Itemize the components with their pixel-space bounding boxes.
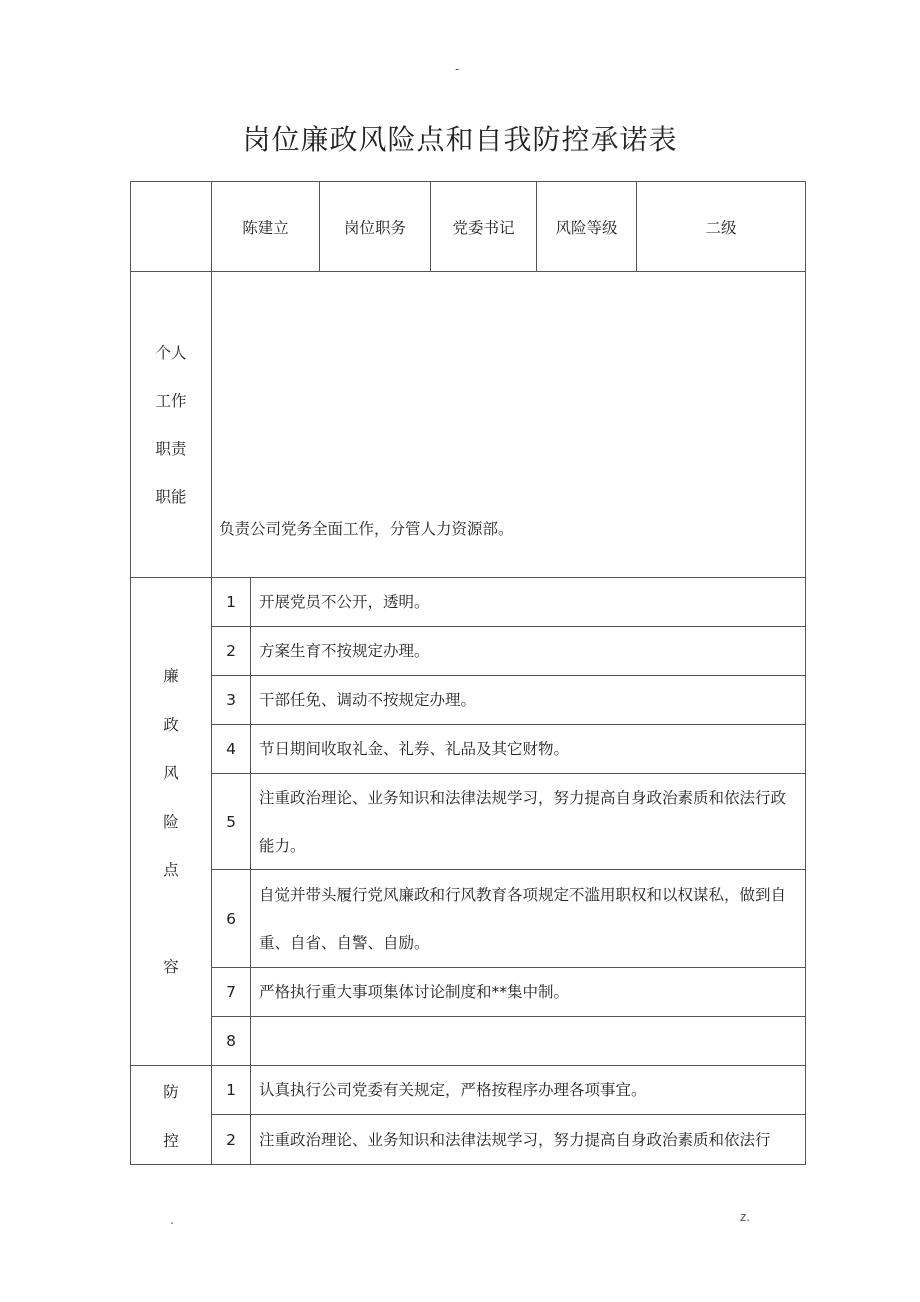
risk-item-number: 2 xyxy=(211,626,251,676)
risk-item-number: 5 xyxy=(211,773,251,870)
corner-cell xyxy=(130,181,212,272)
duties-content: 负责公司党务全面工作，分管人力资源部。 xyxy=(219,520,514,538)
commitment-table xyxy=(130,181,806,1165)
controls-label-cell xyxy=(130,1065,212,1165)
risk-label-char: 容 xyxy=(163,958,179,976)
risk-label-char: 风 xyxy=(163,764,179,782)
footer-right-mark: z. xyxy=(740,1210,751,1224)
risk-points-label-cell xyxy=(130,577,212,1066)
risk-value-cell: 二级 xyxy=(636,181,806,272)
controls-label-char: 防 xyxy=(163,1082,179,1101)
controls-label-char: 控 xyxy=(163,1131,179,1150)
risk-item-text: 自觉并带头履行党风廉政和行风教育各项规定不滥用职权和以权谋私，做到自重、自省、自警、自励。 xyxy=(250,869,806,968)
duties-label-line: 职责 xyxy=(155,440,187,458)
duties-label-line: 工作 xyxy=(155,392,187,410)
risk-item-number: 7 xyxy=(211,967,251,1017)
risk-item-number: 3 xyxy=(211,675,251,725)
control-item-text: 认真执行公司党委有关规定，严格按程序办理各项事宜。 xyxy=(250,1065,806,1115)
control-item-text: 注重政治理论、业务知识和法律法规学习，努力提高自身政治素质和依法行 xyxy=(250,1114,806,1165)
risk-item-text: 干部任免、调动不按规定办理。 xyxy=(250,675,806,725)
risk-item-text: 注重政治理论、业务知识和法律法规学习，努力提高自身政治素质和依法行政能力。 xyxy=(250,773,806,870)
position-value-cell: 党委书记 xyxy=(430,181,537,272)
header-mark: - xyxy=(455,62,460,76)
risk-label-char: 廉 xyxy=(163,667,179,685)
risk-label-char: 点 xyxy=(163,861,179,879)
risk-item-number: 1 xyxy=(211,577,251,627)
risk-item-text: 开展党员不公开，透明。 xyxy=(250,577,806,627)
page-title: 岗位廉政风险点和自我防控承诺表 xyxy=(242,123,678,156)
footer-left-mark: . xyxy=(170,1213,174,1227)
risk-item-text: 严格执行重大事项集体讨论制度和**集中制。 xyxy=(250,967,806,1017)
risk-item-number: 6 xyxy=(211,869,251,968)
name-cell: 陈建立 xyxy=(211,181,320,272)
risk-label-char: 险 xyxy=(163,812,179,831)
control-item-number: 1 xyxy=(211,1065,251,1115)
risk-item-number: 4 xyxy=(211,724,251,774)
risk-item-text xyxy=(250,1016,806,1066)
position-label-cell: 岗位职务 xyxy=(319,181,431,272)
risk-item-text: 方案生育不按规定办理。 xyxy=(250,626,806,676)
risk-label-char: 政 xyxy=(163,715,179,734)
risk-label-cell: 风险等级 xyxy=(536,181,637,272)
duties-label-line: 职能 xyxy=(155,488,187,506)
risk-item-number: 8 xyxy=(211,1016,251,1066)
risk-item-text: 节日期间收取礼金、礼券、礼品及其它财物。 xyxy=(250,724,806,774)
duties-content-cell xyxy=(211,271,806,578)
control-item-number: 2 xyxy=(211,1114,251,1165)
duties-label-line: 个人 xyxy=(155,344,187,362)
duties-label-cell xyxy=(130,271,212,578)
